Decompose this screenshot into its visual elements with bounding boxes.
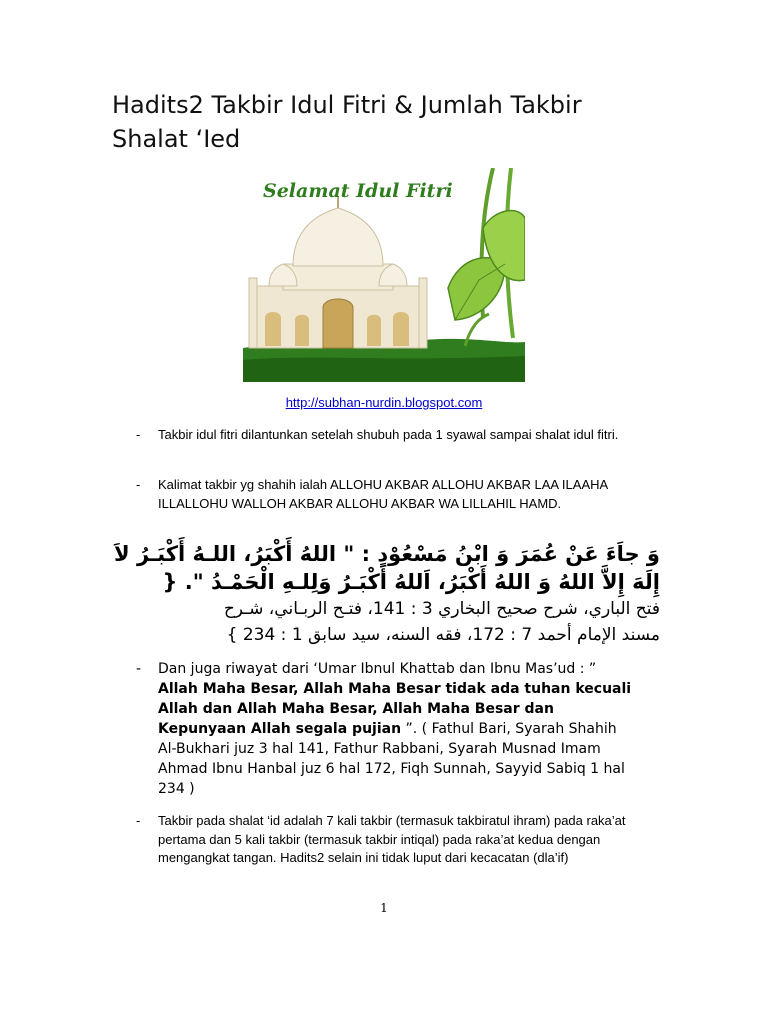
arabic-reference-line-2: مسند الإمام أحمد 7 : 172، فقه السنه، سيد سابق 1 : 234 } [226,625,660,645]
title-line-2: Shalat ‘Ied [112,125,241,153]
arabic-takbir-line-1: وَ جاَءَ عَنْ عُمَرَ وَ ابْنُ مَسْعُوْدٍ : " اللهُ أَكْبَرُ، اللـهُ أَكْبَـرُ لاَ [114,542,660,566]
bullet-dash: - [136,813,141,828]
blog-link[interactable]: http://subhan-nurdin.blogspot.com [285,395,483,410]
document-title [112,88,672,156]
bullet-text-2: Kalimat takbir yg shahih ialah ALLOHU AKBAR ALLOHU AKBAR LAA ILAAHA ILLALLOHU WALLOH AKBAR ALLOHU AKBAR WA LILLAHIL HAMD. [158,477,608,511]
bullet-dash: - [136,661,142,677]
arabic-reference-line-1: فتح الباري، شرح صحيح البخاري 3 : 141، فتـح الربـاني، شـرح [223,599,660,619]
page-number: 1 [380,901,388,915]
bullet-text-3 [158,659,636,799]
bullet-3-bold-translation: Allah Maha Besar, Allah Maha Besar tidak ada tuhan kecuali Allah dan Allah Maha Besar, Allah Maha Besar dan Kepunyaan Allah segala pujian [158,681,632,737]
bullet-dash: - [136,477,141,492]
title-line-1: Hadits2 Takbir Idul Fitri & Jumlah Takbir [112,91,582,119]
bullet-3-intro: Dan juga riwayat dari ‘Umar Ibnul Khattab dan Ibnu Mas’ud : ” [158,661,597,677]
bullet-3-reference: ”. ( Fathul Bari, Syarah Shahih Al-Bukhari juz 3 hal 141, Fathur Rabbani, Syarah Musnad Imam Ahmad Ibnu Hanbal juz 6 hal 172, Fiqh Sunnah, Sayyid Sabiq 1 hal 234 ) [158,721,625,797]
arabic-takbir-line-2: إِلَهَ إِلاَّ اللهُ وَ اللهُ أَكْبَرُ، اَللهُ أَكْبَـرُ وَلِلـهِ الْحَمْـدُ ". { [162,570,660,594]
bullet-dash: - [136,427,141,442]
banner-heading: Selamat Idul Fitri [263,180,453,202]
bullet-text-4: Takbir pada shalat ‘id adalah 7 kali takbir (termasuk takbiratul ihram) pada raka’at pertama dan 5 kali takbir (termasuk takbir intiqal) pada raka’at kedua dengan mengangkat tangan. Hadits2 selain ini tidak luput dari kecacatan (dla’if) [158,813,626,865]
bullet-text-1: Takbir idul fitri dilantunkan setelah shubuh pada 1 syawal sampai shalat idul fitri. [158,427,619,442]
idul-fitri-banner-image [243,168,525,382]
